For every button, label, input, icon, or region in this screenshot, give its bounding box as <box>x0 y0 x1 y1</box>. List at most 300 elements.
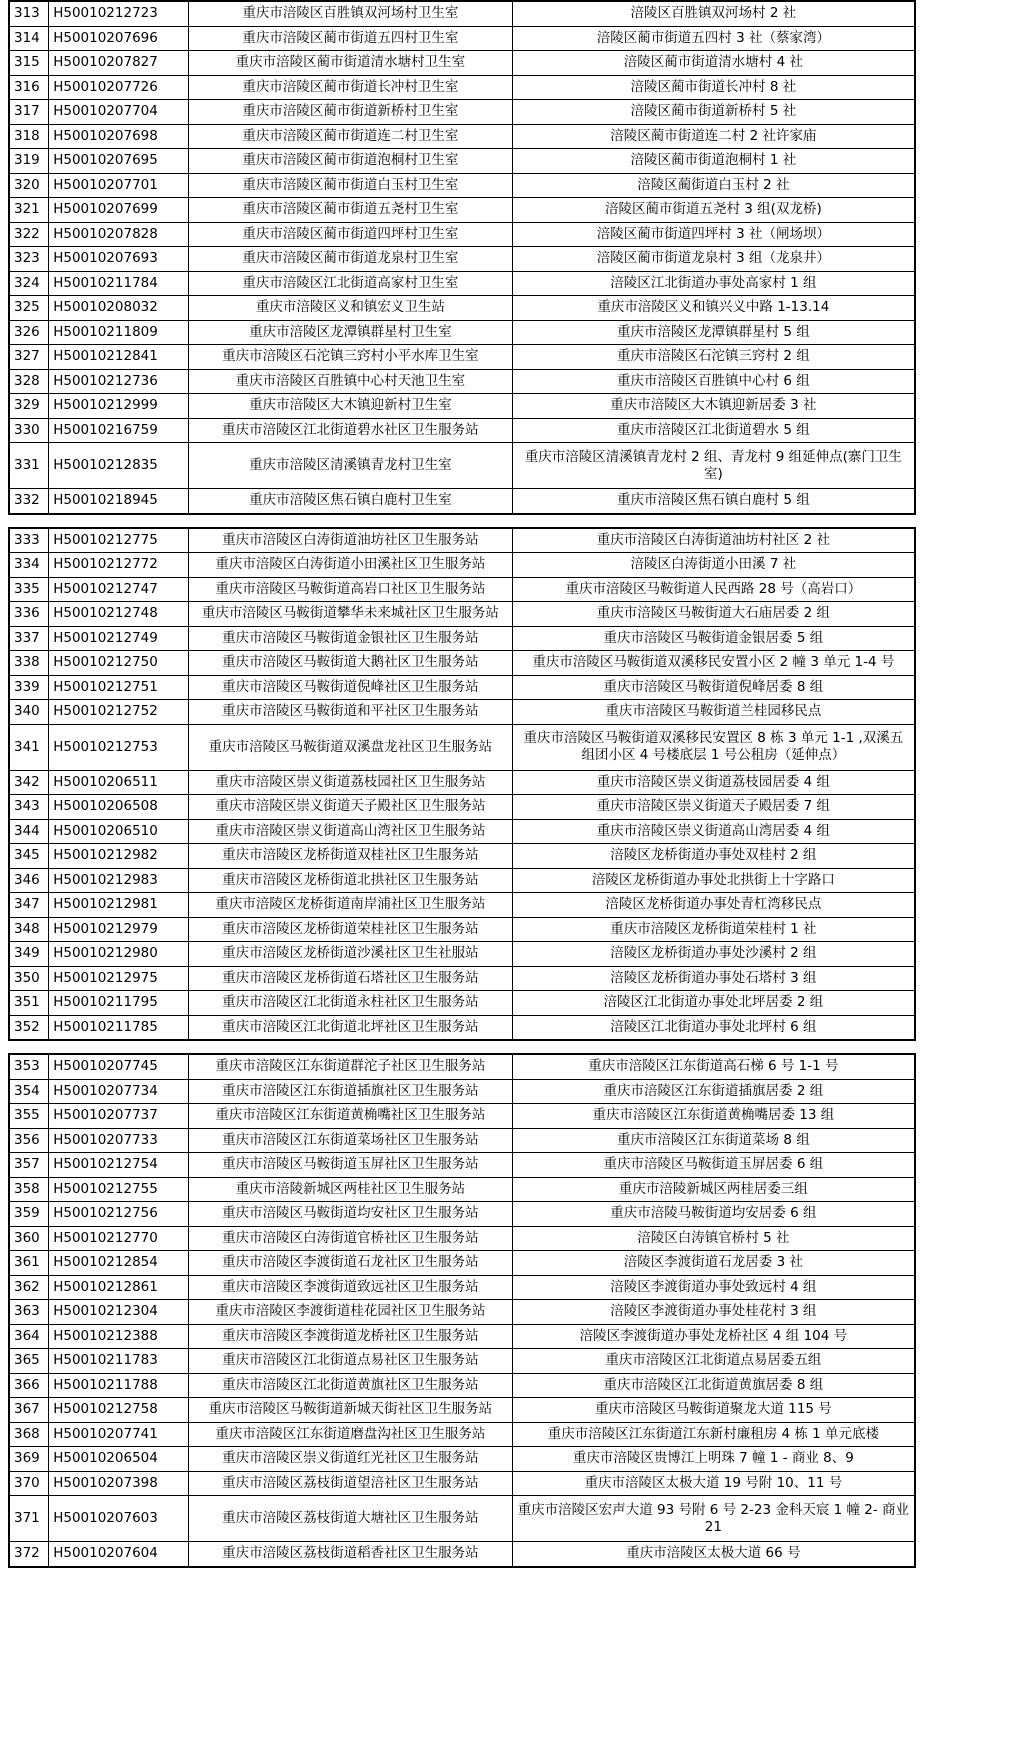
facility-address-cell: 重庆市涪陵区大木镇迎新居委 3 社 <box>512 394 914 419</box>
table-row <box>10 1398 915 1423</box>
table-row <box>10 651 915 676</box>
facility-address-cell: 涪陵区白涛镇官桥村 5 社 <box>512 1226 914 1251</box>
facility-code-cell: H50010207696 <box>49 26 189 51</box>
facility-code-cell: H50010211785 <box>49 1015 189 1040</box>
facility-code-cell: H50010212750 <box>49 651 189 676</box>
facility-address-cell: 重庆市涪陵区太极大道 66 号 <box>512 1542 914 1567</box>
facility-address-cell: 重庆市涪陵区江东街道菜场 8 组 <box>512 1128 914 1153</box>
facility-name-cell: 重庆市涪陵区龙桥街道双桂社区卫生服务站 <box>188 844 512 869</box>
table-row <box>10 966 915 991</box>
table-row <box>10 418 915 443</box>
table-block <box>8 527 916 1042</box>
facility-name-cell: 重庆市涪陵区蔺市街道龙泉村卫生室 <box>188 247 512 272</box>
facility-address-cell: 重庆市涪陵区太极大道 19 号附 10、11 号 <box>512 1471 914 1496</box>
table-row <box>10 1349 915 1374</box>
table-row <box>10 1128 915 1153</box>
facility-name-cell: 重庆市涪陵新城区两桂社区卫生服务站 <box>188 1177 512 1202</box>
row-number-cell: 338 <box>10 651 49 676</box>
facility-address-cell: 涪陵区龙桥街道办事处石塔村 3 组 <box>512 966 914 991</box>
table-row <box>10 271 915 296</box>
facility-code-cell: H50010212723 <box>49 2 189 27</box>
facility-name-cell: 重庆市涪陵区龙桥街道南岸浦社区卫生服务站 <box>188 893 512 918</box>
facility-address-cell: 重庆市涪陵区江北街道点易居委五组 <box>512 1349 914 1374</box>
facility-code-cell: H50010207699 <box>49 198 189 223</box>
facility-address-cell: 重庆市涪陵区马鞍街道金银居委 5 组 <box>512 626 914 651</box>
facility-address-cell: 重庆市涪陵区江东街道高石梯 6 号 1-1 号 <box>512 1055 914 1080</box>
facility-name-cell: 重庆市涪陵区马鞍街道高岩口社区卫生服务站 <box>188 577 512 602</box>
row-number-cell: 334 <box>10 553 49 578</box>
facility-name-cell: 重庆市涪陵区白涛街道油坊社区卫生服务站 <box>188 528 512 553</box>
facility-address-cell: 涪陵区江北街道办事处高家村 1 组 <box>512 271 914 296</box>
table-row <box>10 1422 915 1447</box>
table-row <box>10 770 915 795</box>
row-number-cell: 345 <box>10 844 49 869</box>
facility-name-cell: 重庆市涪陵区蔺市街道泡桐村卫生室 <box>188 149 512 174</box>
table-row <box>10 1300 915 1325</box>
facility-code-cell: H50010212758 <box>49 1398 189 1423</box>
row-number-cell: 316 <box>10 75 49 100</box>
clinic-table <box>9 1 915 514</box>
facility-address-cell: 重庆市涪陵区江北街道碧水 5 组 <box>512 418 914 443</box>
table-row <box>10 1104 915 1129</box>
table-block <box>8 1053 916 1568</box>
row-number-cell: 328 <box>10 369 49 394</box>
table-row <box>10 26 915 51</box>
row-number-cell: 359 <box>10 1202 49 1227</box>
facility-address-cell: 重庆市涪陵区百胜镇中心村 6 组 <box>512 369 914 394</box>
facility-address-cell: 重庆市涪陵区马鞍街道聚龙大道 115 号 <box>512 1398 914 1423</box>
facility-code-cell: H50010207603 <box>49 1496 189 1542</box>
row-number-cell: 356 <box>10 1128 49 1153</box>
facility-code-cell: H50010207745 <box>49 1055 189 1080</box>
table-row <box>10 394 915 419</box>
facility-name-cell: 重庆市涪陵区龙桥街道北拱社区卫生服务站 <box>188 868 512 893</box>
table-row <box>10 893 915 918</box>
facility-address-cell: 涪陵区江北街道办事处北坪村 6 组 <box>512 1015 914 1040</box>
facility-address-cell: 重庆市涪陵区崇义街道天子殿居委 7 组 <box>512 795 914 820</box>
facility-address-cell: 重庆市涪陵区马鞍街道兰桂园移民点 <box>512 700 914 725</box>
facility-code-cell: H50010211788 <box>49 1373 189 1398</box>
facility-address-cell: 重庆市涪陵新城区两桂居委三组 <box>512 1177 914 1202</box>
row-number-cell: 365 <box>10 1349 49 1374</box>
facility-code-cell: H50010206508 <box>49 795 189 820</box>
facility-name-cell: 重庆市涪陵区荔枝街道望涪社区卫生服务站 <box>188 1471 512 1496</box>
facility-code-cell: H50010207827 <box>49 51 189 76</box>
facility-address-cell: 重庆市涪陵区马鞍街道大石庙居委 2 组 <box>512 602 914 627</box>
facility-code-cell: H50010206510 <box>49 819 189 844</box>
facility-code-cell: H50010212772 <box>49 553 189 578</box>
facility-code-cell: H50010212982 <box>49 844 189 869</box>
table-row <box>10 1275 915 1300</box>
facility-code-cell: H50010212983 <box>49 868 189 893</box>
facility-address-cell: 重庆市涪陵区马鞍街道倪峰居委 8 组 <box>512 675 914 700</box>
row-number-cell: 330 <box>10 418 49 443</box>
facility-address-cell: 重庆市涪陵区江东街道江东新村廉租房 4 栋 1 单元底楼 <box>512 1422 914 1447</box>
table-row <box>10 320 915 345</box>
facility-name-cell: 重庆市涪陵区蔺市街道五四村卫生室 <box>188 26 512 51</box>
facility-name-cell: 重庆市涪陵区李渡街道龙桥社区卫生服务站 <box>188 1324 512 1349</box>
facility-code-cell: H50010216759 <box>49 418 189 443</box>
facility-address-cell: 涪陵区李渡街道办事处龙桥社区 4 组 104 号 <box>512 1324 914 1349</box>
facility-name-cell: 重庆市涪陵区龙潭镇群星村卫生室 <box>188 320 512 345</box>
facility-name-cell: 重庆市涪陵区马鞍街道攀华未来城社区卫生服务站 <box>188 602 512 627</box>
facility-name-cell: 重庆市涪陵区白涛街道小田溪社区卫生服务站 <box>188 553 512 578</box>
table-row <box>10 819 915 844</box>
table-row <box>10 345 915 370</box>
facility-name-cell: 重庆市涪陵区龙桥街道荣桂社区卫生服务站 <box>188 917 512 942</box>
row-number-cell: 343 <box>10 795 49 820</box>
facility-code-cell: H50010211809 <box>49 320 189 345</box>
facility-address-cell: 涪陵区蔺市街道泡桐村 1 社 <box>512 149 914 174</box>
facility-code-cell: H50010212981 <box>49 893 189 918</box>
row-number-cell: 351 <box>10 991 49 1016</box>
facility-name-cell: 重庆市涪陵区马鞍街道倪峰社区卫生服务站 <box>188 675 512 700</box>
row-number-cell: 333 <box>10 528 49 553</box>
facility-name-cell: 重庆市涪陵区江东街道插旗社区卫生服务站 <box>188 1079 512 1104</box>
table-row <box>10 1153 915 1178</box>
row-number-cell: 315 <box>10 51 49 76</box>
row-number-cell: 347 <box>10 893 49 918</box>
table-row <box>10 724 915 770</box>
table-row <box>10 100 915 125</box>
facility-name-cell: 重庆市涪陵区百胜镇中心村天池卫生室 <box>188 369 512 394</box>
facility-address-cell: 涪陵区李渡街道办事处桂花村 3 组 <box>512 1300 914 1325</box>
facility-address-cell: 涪陵区蔺市街道五尧村 3 组(双龙桥) <box>512 198 914 223</box>
row-number-cell: 360 <box>10 1226 49 1251</box>
facility-address-cell: 重庆市涪陵区白涛街道油坊村社区 2 社 <box>512 528 914 553</box>
row-number-cell: 358 <box>10 1177 49 1202</box>
facility-name-cell: 重庆市涪陵区蔺市街道长冲村卫生室 <box>188 75 512 100</box>
facility-code-cell: H50010207701 <box>49 173 189 198</box>
facility-name-cell: 重庆市涪陵区马鞍街道双溪盘龙社区卫生服务站 <box>188 724 512 770</box>
row-number-cell: 340 <box>10 700 49 725</box>
facility-code-cell: H50010218945 <box>49 489 189 514</box>
facility-address-cell: 涪陵区百胜镇双河场村 2 社 <box>512 2 914 27</box>
table-row <box>10 1496 915 1542</box>
row-number-cell: 320 <box>10 173 49 198</box>
table-row <box>10 124 915 149</box>
facility-code-cell: H50010212975 <box>49 966 189 991</box>
facility-address-cell: 涪陵区蔺市街道清水塘村 4 社 <box>512 51 914 76</box>
facility-address-cell: 重庆市涪陵马鞍街道均安居委 6 组 <box>512 1202 914 1227</box>
facility-code-cell: H50010212775 <box>49 528 189 553</box>
facility-code-cell: H50010212747 <box>49 577 189 602</box>
facility-address-cell: 涪陵区李渡街道办事处致远村 4 组 <box>512 1275 914 1300</box>
facility-name-cell: 重庆市涪陵区江北街道黄旗社区卫生服务站 <box>188 1373 512 1398</box>
facility-address-cell: 涪陵区蔺市街道四坪村 3 社（闸场坝） <box>512 222 914 247</box>
facility-address-cell: 涪陵区李渡街道石龙居委 3 社 <box>512 1251 914 1276</box>
facility-name-cell: 重庆市涪陵区石沱镇三窍村小平水库卫生室 <box>188 345 512 370</box>
facility-name-cell: 重庆市涪陵区江北街道碧水社区卫生服务站 <box>188 418 512 443</box>
facility-name-cell: 重庆市涪陵区义和镇宏义卫生站 <box>188 296 512 321</box>
table-row <box>10 1055 915 1080</box>
facility-address-cell: 重庆市涪陵区马鞍街道双溪移民安置区 8 栋 3 单元 1-1 ,双溪五组团小区 4 号楼底层 1 号公租房（延伸点） <box>512 724 914 770</box>
facility-name-cell: 重庆市涪陵区马鞍街道玉屏社区卫生服务站 <box>188 1153 512 1178</box>
row-number-cell: 331 <box>10 443 49 489</box>
row-number-cell: 319 <box>10 149 49 174</box>
row-number-cell: 369 <box>10 1447 49 1472</box>
facility-name-cell: 重庆市涪陵区荔枝街道大塘社区卫生服务站 <box>188 1496 512 1542</box>
facility-address-cell: 涪陵区龙桥街道办事处双桂村 2 组 <box>512 844 914 869</box>
facility-name-cell: 重庆市涪陵区江北街道点易社区卫生服务站 <box>188 1349 512 1374</box>
table-row <box>10 1177 915 1202</box>
clinic-table <box>9 1054 915 1567</box>
facility-name-cell: 重庆市涪陵区百胜镇双河场村卫生室 <box>188 2 512 27</box>
table-row <box>10 577 915 602</box>
row-number-cell: 372 <box>10 1542 49 1567</box>
row-number-cell: 329 <box>10 394 49 419</box>
row-number-cell: 327 <box>10 345 49 370</box>
row-number-cell: 348 <box>10 917 49 942</box>
facility-address-cell: 重庆市涪陵区焦石镇白鹿村 5 组 <box>512 489 914 514</box>
facility-address-cell: 重庆市涪陵区马鞍街道人民西路 28 号（高岩口） <box>512 577 914 602</box>
facility-address-cell: 重庆市涪陵区宏声大道 93 号附 6 号 2-23 金科天宸 1 幢 2- 商业 21 <box>512 1496 914 1542</box>
row-number-cell: 317 <box>10 100 49 125</box>
facility-name-cell: 重庆市涪陵区马鞍街道和平社区卫生服务站 <box>188 700 512 725</box>
table-row <box>10 844 915 869</box>
table-row <box>10 1251 915 1276</box>
facility-name-cell: 重庆市涪陵区江东街道群沱子社区卫生服务站 <box>188 1055 512 1080</box>
facility-address-cell: 涪陵区蔺市街道五四村 3 社（蔡家湾） <box>512 26 914 51</box>
row-number-cell: 366 <box>10 1373 49 1398</box>
facility-code-cell: H50010212753 <box>49 724 189 770</box>
row-number-cell: 354 <box>10 1079 49 1104</box>
row-number-cell: 313 <box>10 2 49 27</box>
facility-address-cell: 涪陵区蔺市街道连二村 2 社许家庙 <box>512 124 914 149</box>
facility-address-cell: 涪陵区龙桥街道办事处北拱街上十字路口 <box>512 868 914 893</box>
row-number-cell: 363 <box>10 1300 49 1325</box>
block-separator <box>8 1041 916 1053</box>
facility-code-cell: H50010206504 <box>49 1447 189 1472</box>
facility-code-cell: H50010207695 <box>49 149 189 174</box>
facility-code-cell: H50010207698 <box>49 124 189 149</box>
table-row <box>10 222 915 247</box>
table-row <box>10 51 915 76</box>
row-number-cell: 335 <box>10 577 49 602</box>
facility-address-cell: 重庆市涪陵区江北街道黄旗居委 8 组 <box>512 1373 914 1398</box>
facility-code-cell: H50010207398 <box>49 1471 189 1496</box>
facility-name-cell: 重庆市涪陵区崇义街道荔枝园社区卫生服务站 <box>188 770 512 795</box>
facility-name-cell: 重庆市涪陵区李渡街道桂花园社区卫生服务站 <box>188 1300 512 1325</box>
facility-name-cell: 重庆市涪陵区大木镇迎新村卫生室 <box>188 394 512 419</box>
facility-address-cell: 涪陵区蔺市街道龙泉村 3 组（龙泉井） <box>512 247 914 272</box>
row-number-cell: 355 <box>10 1104 49 1129</box>
table-row <box>10 991 915 1016</box>
facility-code-cell: H50010212979 <box>49 917 189 942</box>
block-separator <box>8 515 916 527</box>
row-number-cell: 357 <box>10 1153 49 1178</box>
table-row <box>10 173 915 198</box>
facility-name-cell: 重庆市涪陵区江东街道磨盘沟社区卫生服务站 <box>188 1422 512 1447</box>
facility-address-cell: 重庆市涪陵区贵博江上明珠 7 幢 1 - 商业 8、9 <box>512 1447 914 1472</box>
facility-code-cell: H50010206511 <box>49 770 189 795</box>
facility-code-cell: H50010212861 <box>49 1275 189 1300</box>
row-number-cell: 364 <box>10 1324 49 1349</box>
facility-name-cell: 重庆市涪陵区蔺市街道新桥村卫生室 <box>188 100 512 125</box>
row-number-cell: 326 <box>10 320 49 345</box>
table-row <box>10 675 915 700</box>
table-row <box>10 296 915 321</box>
table-row <box>10 917 915 942</box>
table-row <box>10 75 915 100</box>
facility-address-cell: 涪陵区龙桥街道办事处青杠湾移民点 <box>512 893 914 918</box>
facility-code-cell: H50010212980 <box>49 942 189 967</box>
facility-code-cell: H50010212841 <box>49 345 189 370</box>
facility-name-cell: 重庆市涪陵区李渡街道致远社区卫生服务站 <box>188 1275 512 1300</box>
facility-address-cell: 涪陵区江北街道办事处北坪居委 2 组 <box>512 991 914 1016</box>
facility-name-cell: 重庆市涪陵区龙桥街道石塔社区卫生服务站 <box>188 966 512 991</box>
row-number-cell: 361 <box>10 1251 49 1276</box>
row-number-cell: 341 <box>10 724 49 770</box>
table-row <box>10 1542 915 1567</box>
clinic-table <box>9 528 915 1041</box>
facility-name-cell: 重庆市涪陵区蔺市街道四坪村卫生室 <box>188 222 512 247</box>
row-number-cell: 339 <box>10 675 49 700</box>
facility-code-cell: H50010207704 <box>49 100 189 125</box>
table-row <box>10 247 915 272</box>
row-number-cell: 350 <box>10 966 49 991</box>
row-number-cell: 370 <box>10 1471 49 1496</box>
facility-address-cell: 重庆市涪陵区马鞍街道双溪移民安置小区 2 幢 3 单元 1-4 号 <box>512 651 914 676</box>
facility-code-cell: H50010211783 <box>49 1349 189 1374</box>
facility-address-cell: 重庆市涪陵区龙潭镇群星村 5 组 <box>512 320 914 345</box>
facility-address-cell: 涪陵区蔺街道白玉村 2 社 <box>512 173 914 198</box>
row-number-cell: 371 <box>10 1496 49 1542</box>
facility-name-cell: 重庆市涪陵区江东街道黄桷嘴社区卫生服务站 <box>188 1104 512 1129</box>
row-number-cell: 344 <box>10 819 49 844</box>
facility-code-cell: H50010207828 <box>49 222 189 247</box>
table-row <box>10 1447 915 1472</box>
row-number-cell: 346 <box>10 868 49 893</box>
facility-name-cell: 重庆市涪陵区龙桥街道沙溪社区卫生社服站 <box>188 942 512 967</box>
table-row <box>10 2 915 27</box>
facility-address-cell: 涪陵区蔺市街道新桥村 5 社 <box>512 100 914 125</box>
row-number-cell: 349 <box>10 942 49 967</box>
row-number-cell: 353 <box>10 1055 49 1080</box>
table-row <box>10 149 915 174</box>
facility-code-cell: H50010212755 <box>49 1177 189 1202</box>
facility-name-cell: 重庆市涪陵区蔺市街道五尧村卫生室 <box>188 198 512 223</box>
facility-name-cell: 重庆市涪陵区清溪镇青龙村卫生室 <box>188 443 512 489</box>
facility-name-cell: 重庆市涪陵区荔枝街道稻香社区卫生服务站 <box>188 1542 512 1567</box>
facility-code-cell: H50010212748 <box>49 602 189 627</box>
facility-code-cell: H50010207737 <box>49 1104 189 1129</box>
row-number-cell: 324 <box>10 271 49 296</box>
facility-address-cell: 重庆市涪陵区义和镇兴义中路 1-13.14 <box>512 296 914 321</box>
facility-code-cell: H50010208032 <box>49 296 189 321</box>
facility-name-cell: 重庆市涪陵区崇义街道高山湾社区卫生服务站 <box>188 819 512 844</box>
document-page <box>8 0 916 1568</box>
facility-code-cell: H50010212756 <box>49 1202 189 1227</box>
facility-address-cell: 涪陵区白涛街道小田溪 7 社 <box>512 553 914 578</box>
facility-address-cell: 重庆市涪陵区江东街道插旗居委 2 组 <box>512 1079 914 1104</box>
table-row <box>10 1079 915 1104</box>
facility-code-cell: H50010207734 <box>49 1079 189 1104</box>
table-block <box>8 0 916 515</box>
facility-code-cell: H50010212999 <box>49 394 189 419</box>
facility-name-cell: 重庆市涪陵区江北街道北坪社区卫生服务站 <box>188 1015 512 1040</box>
facility-code-cell: H50010212770 <box>49 1226 189 1251</box>
facility-code-cell: H50010212749 <box>49 626 189 651</box>
facility-name-cell: 重庆市涪陵区焦石镇白鹿村卫生室 <box>188 489 512 514</box>
facility-code-cell: H50010207604 <box>49 1542 189 1567</box>
table-row <box>10 528 915 553</box>
table-row <box>10 868 915 893</box>
table-row <box>10 700 915 725</box>
facility-address-cell: 重庆市涪陵区石沱镇三窍村 2 组 <box>512 345 914 370</box>
facility-code-cell: H50010212754 <box>49 1153 189 1178</box>
facility-code-cell: H50010207693 <box>49 247 189 272</box>
row-number-cell: 368 <box>10 1422 49 1447</box>
facility-code-cell: H50010212835 <box>49 443 189 489</box>
facility-address-cell: 重庆市涪陵区龙桥街道荣桂村 1 社 <box>512 917 914 942</box>
table-row <box>10 443 915 489</box>
row-number-cell: 367 <box>10 1398 49 1423</box>
row-number-cell: 336 <box>10 602 49 627</box>
facility-code-cell: H50010212751 <box>49 675 189 700</box>
table-row <box>10 795 915 820</box>
facility-address-cell: 涪陵区蔺市街道长冲村 8 社 <box>512 75 914 100</box>
row-number-cell: 337 <box>10 626 49 651</box>
facility-address-cell: 重庆市涪陵区崇义街道荔枝园居委 4 组 <box>512 770 914 795</box>
facility-name-cell: 重庆市涪陵区马鞍街道新城天街社区卫生服务站 <box>188 1398 512 1423</box>
facility-name-cell: 重庆市涪陵区崇义街道天子殿社区卫生服务站 <box>188 795 512 820</box>
facility-name-cell: 重庆市涪陵区江北街道永柱社区卫生服务站 <box>188 991 512 1016</box>
facility-name-cell: 重庆市涪陵区马鞍街道均安社区卫生服务站 <box>188 1202 512 1227</box>
row-number-cell: 342 <box>10 770 49 795</box>
row-number-cell: 322 <box>10 222 49 247</box>
facility-code-cell: H50010212752 <box>49 700 189 725</box>
row-number-cell: 332 <box>10 489 49 514</box>
facility-code-cell: H50010212304 <box>49 1300 189 1325</box>
facility-name-cell: 重庆市涪陵区马鞍街道金银社区卫生服务站 <box>188 626 512 651</box>
facility-name-cell: 重庆市涪陵区江东街道菜场社区卫生服务站 <box>188 1128 512 1153</box>
row-number-cell: 325 <box>10 296 49 321</box>
facility-name-cell: 重庆市涪陵区崇义街道红光社区卫生服务站 <box>188 1447 512 1472</box>
facility-code-cell: H50010207726 <box>49 75 189 100</box>
facility-code-cell: H50010211784 <box>49 271 189 296</box>
facility-code-cell: H50010212736 <box>49 369 189 394</box>
facility-code-cell: H50010212854 <box>49 1251 189 1276</box>
table-row <box>10 626 915 651</box>
facility-address-cell: 重庆市涪陵区江东街道黄桷嘴居委 13 组 <box>512 1104 914 1129</box>
facility-name-cell: 重庆市涪陵区马鞍街道大鹅社区卫生服务站 <box>188 651 512 676</box>
facility-address-cell: 重庆市涪陵区清溪镇青龙村 2 组、青龙村 9 组延伸点(寨门卫生室) <box>512 443 914 489</box>
facility-code-cell: H50010207733 <box>49 1128 189 1153</box>
facility-address-cell: 重庆市涪陵区马鞍街道玉屏居委 6 组 <box>512 1153 914 1178</box>
table-row <box>10 198 915 223</box>
table-row <box>10 1015 915 1040</box>
table-row <box>10 1471 915 1496</box>
facility-code-cell: H50010211795 <box>49 991 189 1016</box>
facility-address-cell: 重庆市涪陵区崇义街道高山湾居委 4 组 <box>512 819 914 844</box>
table-row <box>10 1373 915 1398</box>
row-number-cell: 318 <box>10 124 49 149</box>
table-row <box>10 1202 915 1227</box>
table-row <box>10 602 915 627</box>
table-row <box>10 1324 915 1349</box>
facility-address-cell: 涪陵区龙桥街道办事处沙溪村 2 组 <box>512 942 914 967</box>
facility-code-cell: H50010207741 <box>49 1422 189 1447</box>
facility-name-cell: 重庆市涪陵区蔺市街道清水塘村卫生室 <box>188 51 512 76</box>
row-number-cell: 321 <box>10 198 49 223</box>
facility-name-cell: 重庆市涪陵区李渡街道石龙社区卫生服务站 <box>188 1251 512 1276</box>
table-row <box>10 489 915 514</box>
table-row <box>10 1226 915 1251</box>
facility-name-cell: 重庆市涪陵区蔺市街道白玉村卫生室 <box>188 173 512 198</box>
row-number-cell: 314 <box>10 26 49 51</box>
row-number-cell: 352 <box>10 1015 49 1040</box>
